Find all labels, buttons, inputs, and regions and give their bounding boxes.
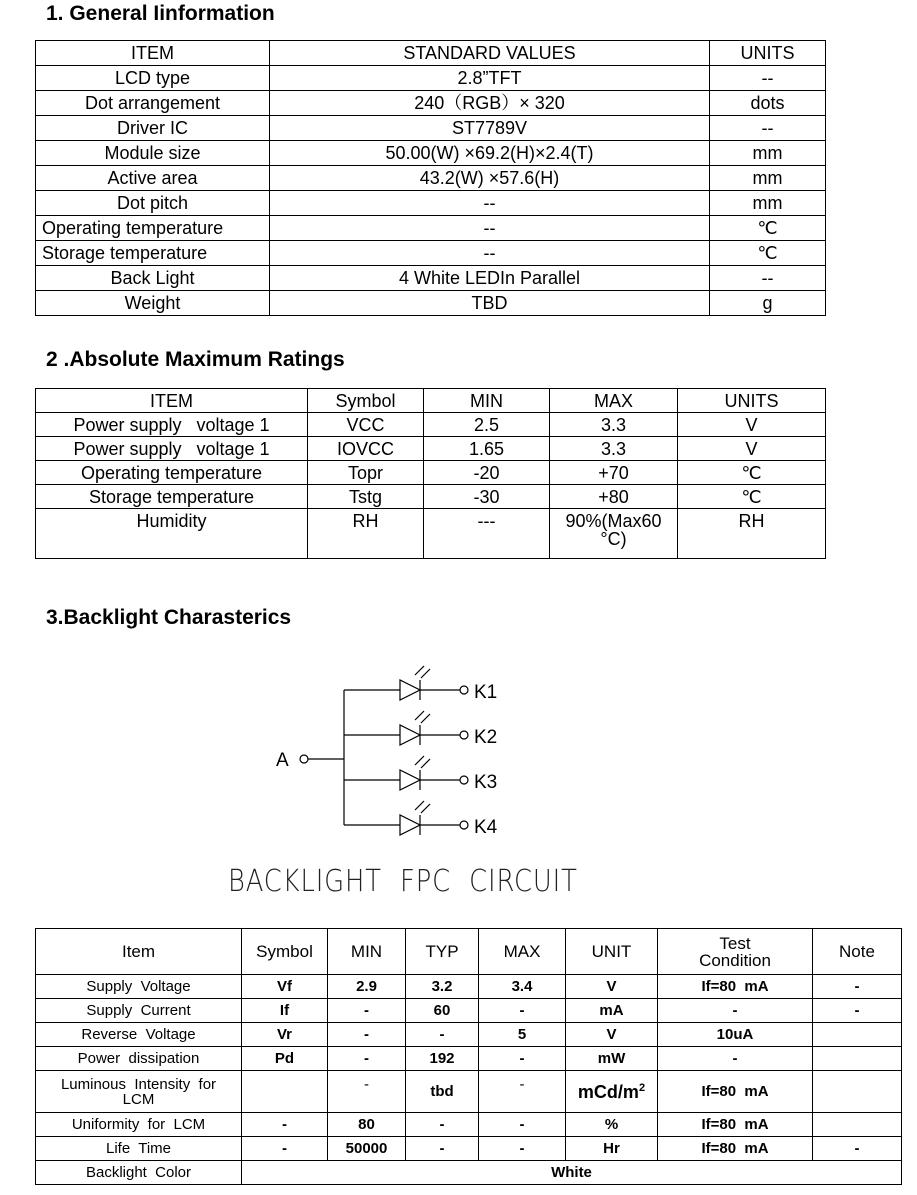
cell: ℃ xyxy=(710,241,826,266)
cell: 192 xyxy=(406,1047,479,1071)
cell: -- xyxy=(270,241,710,266)
col-header: Item xyxy=(36,929,242,975)
cathode-label: K1 xyxy=(474,682,498,703)
cell: -30 xyxy=(424,485,550,509)
table-row xyxy=(36,1113,902,1137)
cell: - xyxy=(479,999,566,1023)
cell: Active area xyxy=(36,166,270,191)
cell: White xyxy=(242,1161,902,1185)
cell: ST7789V xyxy=(270,116,710,141)
absolute-max-ratings-table xyxy=(35,388,826,559)
cell: IOVCC xyxy=(308,437,424,461)
cell: - xyxy=(658,1047,813,1071)
cell: - xyxy=(328,1047,406,1071)
cell: Power dissipation xyxy=(36,1047,242,1071)
section-1-heading: 1. General Iinformation xyxy=(46,2,275,25)
cell: Uniformity for LCM xyxy=(36,1113,242,1137)
cell xyxy=(566,1071,658,1113)
cell: 43.2(W) ×57.6(H) xyxy=(270,166,710,191)
cell: - xyxy=(813,999,902,1023)
cell: 3.3 xyxy=(550,437,678,461)
cell: mW xyxy=(566,1047,658,1071)
section-2-heading: 2 .Absolute Maximum Ratings xyxy=(46,348,345,371)
cathode-label: K2 xyxy=(474,727,498,748)
col-header-line: Condition xyxy=(699,950,771,970)
cell: If=80 mA xyxy=(658,975,813,999)
cell-line: Luminous Intensity for xyxy=(60,1075,217,1093)
table-row xyxy=(36,1071,902,1113)
cell xyxy=(813,1113,902,1137)
col-header: MIN xyxy=(424,389,550,413)
cell: % xyxy=(566,1113,658,1137)
col-header: MAX xyxy=(479,929,566,975)
cell xyxy=(242,1071,328,1113)
table-header-row xyxy=(36,389,826,413)
cell: Supply Current xyxy=(36,999,242,1023)
cathode-label: K3 xyxy=(474,772,498,793)
cell: 60 xyxy=(406,999,479,1023)
table-row xyxy=(36,1023,902,1047)
cell: g xyxy=(710,291,826,316)
cell: Topr xyxy=(308,461,424,485)
cell: 50000 xyxy=(328,1137,406,1161)
table-row xyxy=(36,116,826,141)
anode-label: A xyxy=(276,750,289,771)
col-header: TYP xyxy=(406,929,479,975)
table-header-row xyxy=(36,929,902,975)
cell: - xyxy=(479,1113,566,1137)
table-row xyxy=(36,1137,902,1161)
cathode-label: K4 xyxy=(474,817,498,838)
general-info-table xyxy=(35,40,826,316)
cell: Hr xyxy=(566,1137,658,1161)
cell: If=80 mA xyxy=(658,1137,813,1161)
cell: Backlight Color xyxy=(36,1161,242,1185)
col-header: MIN xyxy=(328,929,406,975)
cell: - xyxy=(242,1113,328,1137)
col-header: Symbol xyxy=(308,389,424,413)
cell: 4 White LEDIn Parallel xyxy=(270,266,710,291)
col-header-line: Test xyxy=(719,933,751,953)
cell xyxy=(550,509,678,559)
cell-line: LCM xyxy=(122,1090,155,1108)
table-row xyxy=(36,266,826,291)
cell: 3.4 xyxy=(479,975,566,999)
cell: - xyxy=(479,1137,566,1161)
cell: - xyxy=(406,1137,479,1161)
cell: Tstg xyxy=(308,485,424,509)
col-header: Note xyxy=(813,929,902,975)
cell: - xyxy=(406,1023,479,1047)
cell: 80 xyxy=(328,1113,406,1137)
table-row xyxy=(36,461,826,485)
cell: Storage temperature xyxy=(36,485,308,509)
cell: Module size xyxy=(36,141,270,166)
circuit-caption: BACKLIGHT FPC CIRCUIT xyxy=(228,864,578,899)
cell: -20 xyxy=(424,461,550,485)
cell: - xyxy=(406,1113,479,1137)
cell: Back Light xyxy=(36,266,270,291)
cell: VCC xyxy=(308,413,424,437)
cell: - xyxy=(328,1023,406,1047)
cell: tbd xyxy=(406,1071,479,1113)
cell: V xyxy=(566,975,658,999)
table-row xyxy=(36,437,826,461)
cell: Supply Voltage xyxy=(36,975,242,999)
cell: 2.9 xyxy=(328,975,406,999)
col-header: UNITS xyxy=(678,389,826,413)
col-header: ITEM xyxy=(36,41,270,66)
cell: Vf xyxy=(242,975,328,999)
table-row xyxy=(36,975,902,999)
table-header-row xyxy=(36,41,826,66)
cell: Dot arrangement xyxy=(36,91,270,116)
section-3-heading: 3.Backlight Charasterics xyxy=(46,606,292,629)
table-row xyxy=(36,485,826,509)
table-row xyxy=(36,216,826,241)
cell: Operating temperature xyxy=(36,461,308,485)
cell: Power supply voltage 1 xyxy=(36,413,308,437)
cell: -- xyxy=(270,191,710,216)
table-row xyxy=(36,509,826,559)
col-header: STANDARD VALUES xyxy=(270,41,710,66)
cell-line: 90%(Max60 xyxy=(565,511,662,531)
cell: Storage temperature xyxy=(36,241,270,266)
unit-text: mCd/m xyxy=(577,1081,639,1102)
cell: V xyxy=(678,437,826,461)
table-row xyxy=(36,413,826,437)
table-row xyxy=(36,1047,902,1071)
cell: Vr xyxy=(242,1023,328,1047)
col-header: ITEM xyxy=(36,389,308,413)
cell: - xyxy=(328,999,406,1023)
cell: ℃ xyxy=(710,216,826,241)
cell: If=80 mA xyxy=(658,1113,813,1137)
cell xyxy=(36,1071,242,1113)
cell: - xyxy=(328,1071,406,1113)
cell: ℃ xyxy=(678,461,826,485)
led-4 xyxy=(344,801,468,835)
backlight-circuit-diagram xyxy=(260,660,530,840)
led-2 xyxy=(344,711,468,745)
cell: V xyxy=(566,1023,658,1047)
col-header: UNIT xyxy=(566,929,658,975)
cell: -- xyxy=(270,216,710,241)
cell: Power supply voltage 1 xyxy=(36,437,308,461)
cell: mm xyxy=(710,191,826,216)
cell: - xyxy=(658,999,813,1023)
cell: +80 xyxy=(550,485,678,509)
table-row xyxy=(36,241,826,266)
cell: Pd xyxy=(242,1047,328,1071)
cell: - xyxy=(813,975,902,999)
cell: 3.3 xyxy=(550,413,678,437)
unit-superscript: 2 xyxy=(638,1081,646,1094)
backlight-characteristics-table xyxy=(35,928,902,1185)
cell xyxy=(813,1023,902,1047)
cell: Life Time xyxy=(36,1137,242,1161)
cell: mA xyxy=(566,999,658,1023)
table-row xyxy=(36,91,826,116)
cell: If xyxy=(242,999,328,1023)
col-header: MAX xyxy=(550,389,678,413)
table-row xyxy=(36,166,826,191)
cell: V xyxy=(678,413,826,437)
cell: mm xyxy=(710,166,826,191)
cell xyxy=(813,1047,902,1071)
table-row xyxy=(36,999,902,1023)
cell: 1.65 xyxy=(424,437,550,461)
cell: - xyxy=(813,1137,902,1161)
cell: 2.5 xyxy=(424,413,550,437)
col-header: UNITS xyxy=(710,41,826,66)
cell: 240（RGB）× 320 xyxy=(270,91,710,116)
cell: Driver IC xyxy=(36,116,270,141)
cell: RH xyxy=(678,509,826,559)
led-3 xyxy=(344,756,468,790)
table-row xyxy=(36,141,826,166)
cell: mm xyxy=(710,141,826,166)
cell-line: °C) xyxy=(600,529,627,549)
cell: 3.2 xyxy=(406,975,479,999)
cell: 5 xyxy=(479,1023,566,1047)
cell: -- xyxy=(710,66,826,91)
cell: Reverse Voltage xyxy=(36,1023,242,1047)
cell: - xyxy=(479,1047,566,1071)
cell: -- xyxy=(710,266,826,291)
cell: +70 xyxy=(550,461,678,485)
cell: Weight xyxy=(36,291,270,316)
table-row xyxy=(36,1161,902,1185)
cell: LCD type xyxy=(36,66,270,91)
cell xyxy=(813,1071,902,1113)
table-row xyxy=(36,66,826,91)
cell: RH xyxy=(308,509,424,559)
led-1 xyxy=(344,666,468,700)
cell: --- xyxy=(424,509,550,559)
cell: Operating temperature xyxy=(36,216,270,241)
cell: - xyxy=(242,1137,328,1161)
col-header: Symbol xyxy=(242,929,328,975)
cell: 2.8”TFT xyxy=(270,66,710,91)
cell: Dot pitch xyxy=(36,191,270,216)
col-header xyxy=(658,929,813,975)
table-row xyxy=(36,191,826,216)
cell: dots xyxy=(710,91,826,116)
cell: TBD xyxy=(270,291,710,316)
cell: -- xyxy=(710,116,826,141)
cell: - xyxy=(479,1071,566,1113)
cell: If=80 mA xyxy=(658,1071,813,1113)
cell: 10uA xyxy=(658,1023,813,1047)
cell: 50.00(W) ×69.2(H)×2.4(T) xyxy=(270,141,710,166)
cell: Humidity xyxy=(36,509,308,559)
cell: ℃ xyxy=(678,485,826,509)
table-row xyxy=(36,291,826,316)
